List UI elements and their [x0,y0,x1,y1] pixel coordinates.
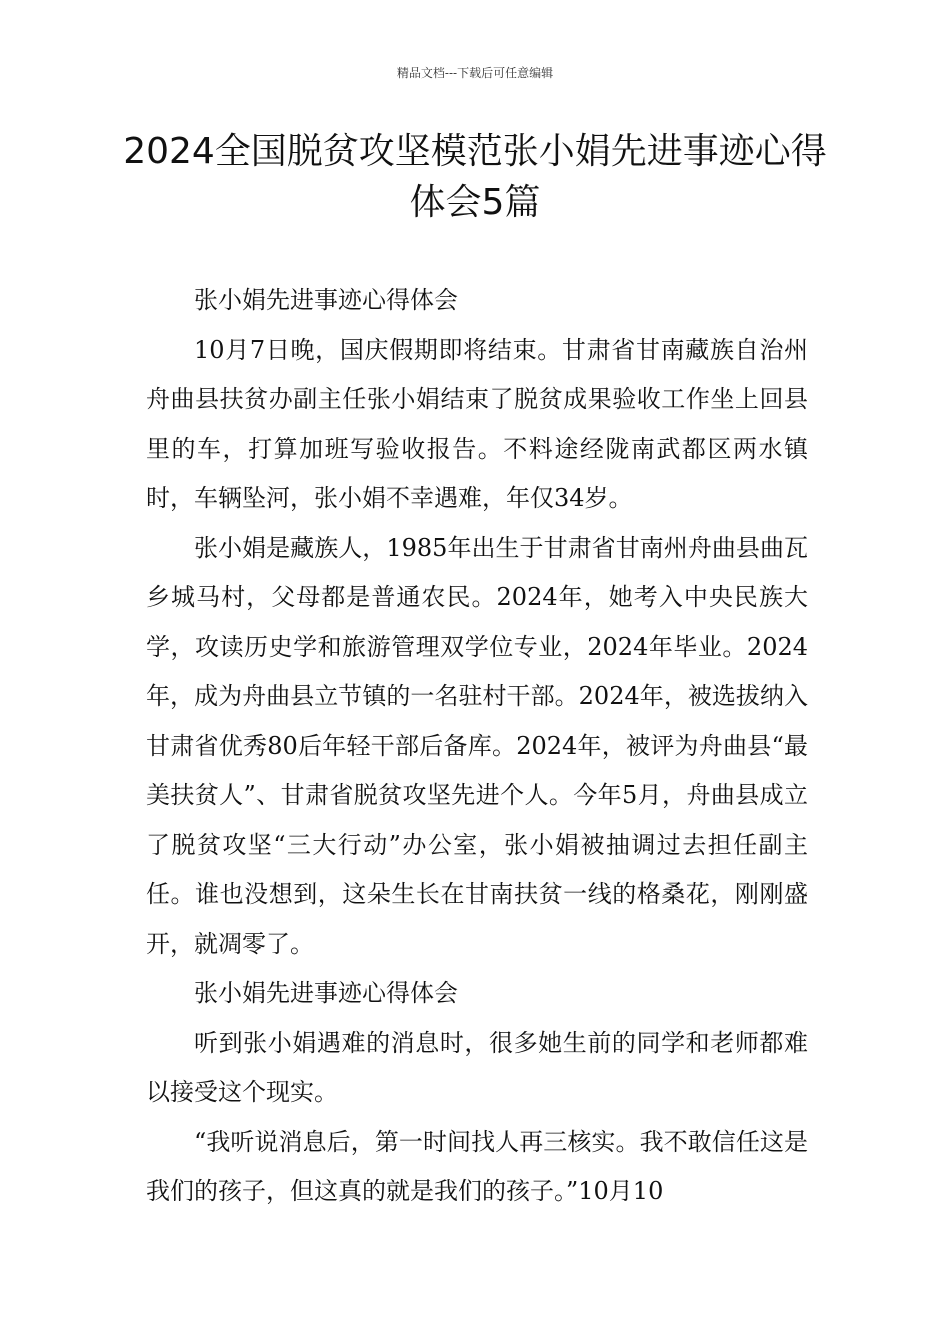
body-paragraph: “我听说消息后，第一时间找人再三核实。我不敢信任这是我们的孩子，但这真的就是我们的孩子。”10月10 [146,1127,808,1205]
document-title: 2024全国脱贫攻坚模范张小娟先进事迹心得体会5篇 [123,131,827,223]
section-heading: 张小娟先进事迹心得体会 [194,979,458,1007]
header-note: 精品文档---下载后可任意编辑 [396,66,554,80]
document-body [146,276,808,1217]
body-paragraph: 张小娟是藏族人，1985年出生于甘肃省甘南州舟曲县曲瓦乡城马村，父母都是普通农民。2024年，她考入中央民族大学，攻读历史学和旅游管理双学位专业，2024年毕业。2024年，成为舟曲县立节镇的一名驻村干部。2024年，被选拔纳入甘肃省优秀80后年轻干部后备库。2024年，被评为舟曲县“最美扶贫人”、甘肃省脱贫攻坚先进个人。今年5月，舟曲县成立了脱贫攻坚“三大行动”办公室，张小娟被抽调过去担任副主任。谁也没想到，这朵生长在甘南扶贫一线的格桑花，刚刚盛开，就凋零了。 [146,533,808,958]
body-paragraph: 听到张小娟遇难的消息时，很多她生前的同学和老师都难以接受这个现实。 [146,1028,808,1106]
body-paragraph: 10月7日晚，国庆假期即将结束。甘肃省甘南藏族自治州舟曲县扶贫办副主任张小娟结束了脱贫成果验收工作坐上回县里的车，打算加班写验收报告。不料途经陇南武都区两水镇时，车辆坠河，张小娟不幸遇难，年仅34岁。 [146,335,808,512]
section-heading: 张小娟先进事迹心得体会 [194,286,458,314]
